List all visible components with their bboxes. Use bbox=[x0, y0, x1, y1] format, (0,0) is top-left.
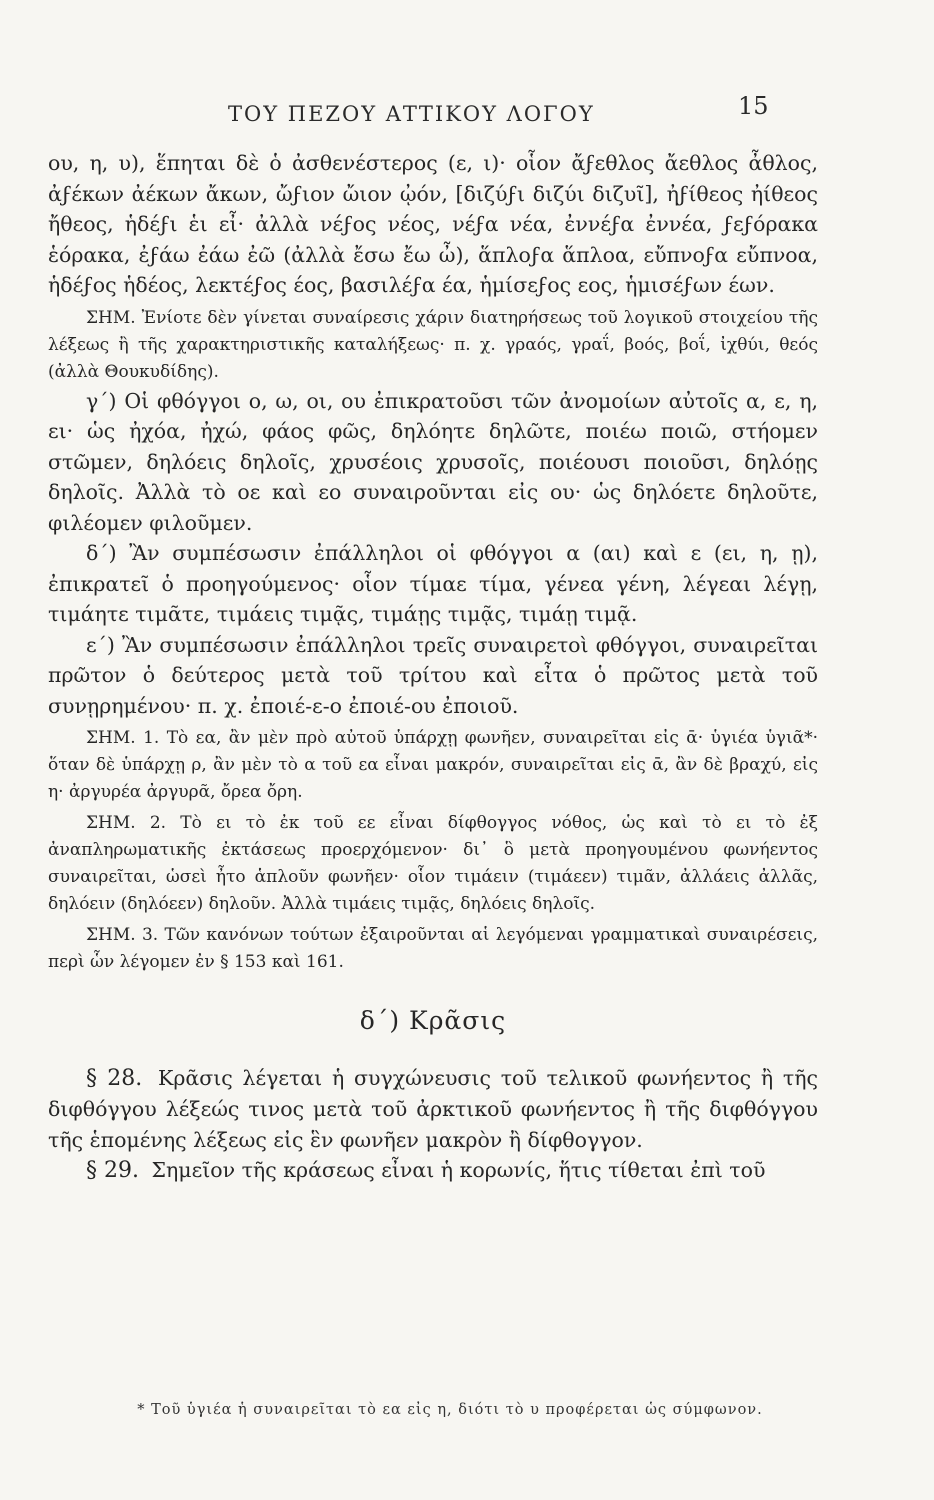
note-paragraph: ΣΗΜ. Ἐνίοτε δὲν γίνεται συναίρεσις χάριν διατηρήσεως τοῦ λογικοῦ στοιχείου τῆς λέξεως ἢ τῆς χαρακτηριστικῆς καταλήξεως· π. χ. γραός, γραΐ, βοός, βοΐ, ἰχθύι, θεός (ἀλλὰ Θουκυδίδης). bbox=[48, 307, 818, 382]
rule-delta: δ΄) Ἂν συμπέσωσιν ἐπάλληλοι οἱ φθόγγοι α (αι) καὶ ε (ει, η, ῃ), ἐπικρατεῖ ὁ προηγούμενος· οἷον τίμαε τίμα, γένεα γένη, λέγεαι λέγῃ, τιμάητε τιμᾶτε, τιμάεις τιμᾷς, τιμάῃς τιμᾷς, τιμάῃ τιμᾷ. bbox=[48, 541, 818, 626]
footnote: * Τοῦ ὑγιέα ἡ συναιρεῖται τὸ εα εἰς η, διότι τὸ υ προφέρεται ὡς σύμφωνον. bbox=[137, 1402, 763, 1418]
rule-epsilon: ε΄) Ἂν συμπέσωσιν ἐπάλληλοι τρεῖς συναιρετοὶ φθόγγοι, συναιρεῖται πρῶτον ὁ δεύτερος μετὰ τοῦ τρίτου καὶ εἶτα ὁ πρῶτος μετὰ τοῦ συνῃρημένου· π. χ. ἐποιέ-ε-ο ἐποιέ-ου ἐποιοῦ. bbox=[48, 632, 818, 718]
paragraph-28-text: Κρᾶσις λέγεται ἡ συγχώνευσις τοῦ τελικοῦ φωνήεντος ἢ τῆς διφθόγγου λέξεώς τινος μετὰ τοῦ ἀρκτικοῦ φωνήεντος ἢ τῆς διφθόγγου τῆς ἑπομένης λέξεως εἰς ἓν φωνῆεν μακρὸν ἢ δίφθογγον. bbox=[48, 1065, 818, 1152]
paragraph-29 bbox=[48, 1155, 818, 1187]
note-3: ΣΗΜ. 3. Τῶν κανόνων τούτων ἐξαιροῦνται αἱ λεγόμεναι γραμματικαὶ συναιρέσεις, περὶ ὧν λέγομεν ἐν § 153 καὶ 161. bbox=[48, 925, 818, 972]
paragraph-continuation: ου, η, υ), ἕπηται δὲ ὁ ἀσθενέστερος (ε, ι)· οἷον ἄϝεθλος ἄεθλος ἆθλος, ἀϝέκων ἀέκων ἄκων, ὤϝιον ὤιον ᾠόν, [διζύϝι διζύι διζυῖ], ἠϝίθεος ἠίθεος ἤθεος, ἡδέϝι ἑι εἶ· ἀλλὰ νέϝος νέος, νέϝα νέα, ἐννέϝα ἐννέα, ϝεϝόρακα ἑόρακα, ἐϝάω ἐάω ἐῶ (ἀλλὰ ἔσω ἔω ὦ), ἅπλοϝα ἅπλοα, εὔπνοϝα εὔπνοα, ἡδέϝος ἡδέος, λεκτέϝος έος, βασιλέϝα έα, ἡμίσεϝος εος, ἡμισέϝων έων. bbox=[48, 151, 818, 297]
running-title: ΤΟΥ ΠΕΖΟΥ ΑΤΤΙΚΟΥ ΛΟΓΟΥ bbox=[228, 102, 595, 126]
page-number: 15 bbox=[738, 92, 769, 120]
note-1: ΣΗΜ. 1. Τὸ εα, ἂν μὲν πρὸ αὐτοῦ ὑπάρχῃ φωνῆεν, συναιρεῖται εἰς ᾱ· ὑγιέα ὑγιᾶ*· ὅταν δὲ ὑπάρχῃ ρ, ἂν μὲν τὸ α τοῦ εα εἶναι μακρόν, συναιρεῖται εἰς ᾱ, ἂν δὲ βραχύ, εἰς η· ἀργυρέα ἀργυρᾶ, ὄρεα ὄρη. bbox=[48, 728, 818, 802]
paragraph-29-sign: § 29. bbox=[86, 1158, 139, 1183]
section-heading: δ΄) Κρᾶσις bbox=[359, 1006, 507, 1035]
page-header bbox=[0, 92, 934, 132]
paragraph-28 bbox=[48, 1063, 818, 1156]
paragraph-29-text: Σημεῖον τῆς κράσεως εἶναι ἡ κορωνίς, ἥτις τίθεται ἐπὶ τοῦ bbox=[151, 1158, 766, 1182]
note-2: ΣΗΜ. 2. Τὸ ει τὸ ἐκ τοῦ εε εἶναι δίφθογγος νόθος, ὡς καὶ τὸ ει τὸ ἐξ ἀναπληρωματικῆς ἐκτάσεως προερχόμενον· δι᾽ ὃ μετὰ προηγουμένου φωνήεντος συναιρεῖται, ὡσεὶ ἦτο ἁπλοῦν φωνῆεν· οἷον τιμάειν (τιμάεεν) τιμᾶν, ἀλλάεις ἀλλᾶς, δηλόειν (δηλόεεν) δηλοῦν. Ἀλλὰ τιμάεις τιμᾷς, δηλόεις δηλοῖς. bbox=[48, 813, 818, 914]
body-text bbox=[48, 148, 818, 1187]
rule-gamma: γ΄) Οἱ φθόγγοι ο, ω, οι, ου ἐπικρατοῦσι τῶν ἀνομοίων αὐτοῖς α, ε, η, ει· ὡς ἠχόα, ἠχώ, φάος φῶς, δηλόητε δηλῶτε, ποιέω ποιῶ, στήομεν στῶμεν, δηλόεις δηλοῖς, χρυσέοις χρυσοῖς, ποιέουσι ποιοῦσι, δηλόῃς δηλοῖς. Ἀλλὰ τὸ οε καὶ εο συναιροῦνται εἰς ου· ὡς δηλόετε δηλοῦτε, φιλέομεν φιλοῦμεν. bbox=[48, 388, 818, 535]
paragraph-28-sign: § 28. bbox=[86, 1065, 143, 1091]
